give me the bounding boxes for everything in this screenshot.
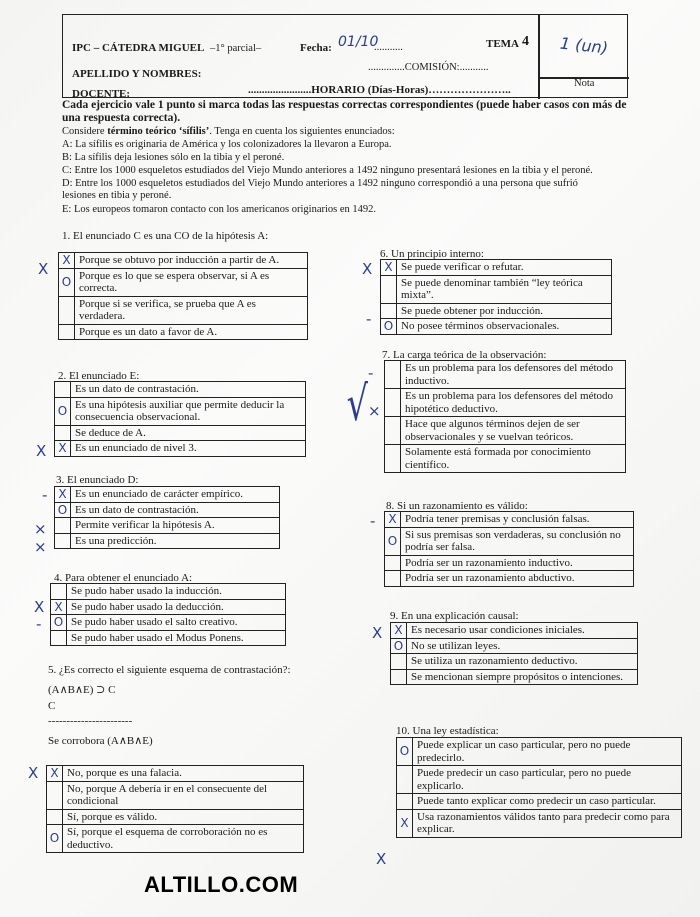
q9-check-1[interactable]: X <box>391 623 407 639</box>
q8-check-1[interactable]: X <box>385 512 401 528</box>
q10-option-2[interactable] <box>397 766 682 794</box>
q3-option-2[interactable] <box>55 502 280 518</box>
q9-option-1[interactable] <box>391 623 638 639</box>
q5-options <box>46 765 304 853</box>
q7-check-3[interactable] <box>385 417 401 445</box>
q2-title: 2. El enunciado E: <box>58 370 140 382</box>
q8-title: 8. Si un razonamiento es válido: <box>386 500 528 512</box>
q9-check-4[interactable] <box>391 669 407 685</box>
q10-title: 10. Una ley estadística: <box>396 725 499 737</box>
q1-text-4: Porque es un dato a favor de A. <box>75 324 308 340</box>
q7-option-1[interactable] <box>385 361 626 389</box>
q4-options <box>50 583 286 646</box>
q9-check-2[interactable]: O <box>391 638 407 654</box>
q9-title: 9. En una explicación causal: <box>390 610 519 622</box>
q8-text-2: Si sus premisas son verdaderas, su conclusión no podría ser falsa. <box>401 527 634 555</box>
q4-text-1: Se pudo haber usado la inducción. <box>67 584 286 600</box>
q10-options <box>396 737 682 838</box>
q2-option-2[interactable] <box>55 397 306 425</box>
q7-text-3: Hace que algunos términos dejen de ser observacionales y se vuelvan teóricos. <box>401 417 626 445</box>
q6-margin-x: X <box>362 260 373 278</box>
q3-option-3[interactable] <box>55 518 280 534</box>
q5-text-2: No, porque A debería ir en el consecuente del condicional <box>63 781 304 809</box>
q5-text-1: No, porque es una falacia. <box>63 766 304 782</box>
q5-check-1[interactable]: X <box>47 766 63 782</box>
q5-option-1[interactable] <box>47 766 304 782</box>
q6-option-4[interactable] <box>381 319 612 335</box>
statement-a: A: La sífilis es originaria de América y los colonizadores la llevaron a Europa. <box>62 139 392 150</box>
q3-option-4[interactable] <box>55 533 280 549</box>
q1-text-2: Porque es lo que se espera observar, si A es correcta. <box>75 268 308 296</box>
q4-text-4: Se pudo haber usado el Modus Ponens. <box>67 630 286 646</box>
q9-option-4[interactable] <box>391 669 638 685</box>
q6-check-1[interactable]: X <box>381 260 397 276</box>
q1-options <box>58 252 308 340</box>
q7-text-2: Es un problema para los defensores del método hipotético deductivo. <box>401 389 626 417</box>
q6-text-2: Se puede denominar también “ley teórica mixta”. <box>397 275 612 303</box>
q2-check-2[interactable]: O <box>55 397 71 425</box>
fecha-dots: ........... <box>374 42 403 53</box>
q1-option-1[interactable] <box>59 253 308 269</box>
q3-option-1[interactable] <box>55 487 280 503</box>
q4-text-3: Se pudo haber usado el salto creativo. <box>67 615 286 631</box>
q5-separator: ----------------------- <box>48 715 133 727</box>
exam-name: –1° parcial– <box>210 43 262 54</box>
tema-label: TEMA <box>486 38 519 50</box>
consider-suffix: . Tenga en cuenta los siguientes enunciados: <box>209 126 395 137</box>
q10-margin-x: X <box>376 850 387 868</box>
q5-text-4: Sí, porque el esquema de corroboración no es deductivo. <box>63 825 304 853</box>
q10-check-4[interactable]: X <box>397 809 413 837</box>
q5-conclusion: Se corrobora (A∧B∧E) <box>48 735 153 747</box>
q3-options <box>54 486 280 549</box>
q3-text-3: Permite verificar la hipótesis A. <box>71 518 280 534</box>
q7-check-1[interactable] <box>385 361 401 389</box>
nota-value: 1 (un) <box>559 33 609 58</box>
q10-check-2[interactable] <box>397 766 413 794</box>
statement-c: C: Entre los 1000 esqueletos estudiados del Viejo Mundo anteriores a 1492 ninguno presentará lesiones en la tibia y el peroné. <box>62 165 593 176</box>
q10-text-3: Puede tanto explicar como predecir un caso particular. <box>413 794 682 810</box>
q7-text-1: Es un problema para los defensores del método inductivo. <box>401 361 626 389</box>
q3-text-1: Es un enunciado de carácter empírico. <box>71 487 280 503</box>
q1-option-4[interactable] <box>59 324 308 340</box>
q10-option-1[interactable] <box>397 738 682 766</box>
q3-check-2[interactable]: O <box>55 502 71 518</box>
q1-title: 1. El enunciado C es una CO de la hipótesis A: <box>62 230 269 242</box>
q4-option-3[interactable] <box>51 615 286 631</box>
course-title: IPC – CÁTEDRA MIGUEL <box>72 42 205 54</box>
q4-option-2[interactable] <box>51 599 286 615</box>
q2-check-4[interactable]: X <box>55 441 71 457</box>
statement-d: D: Entre los 1000 esqueletos estudiados del Viejo Mundo anteriores a 1492 ninguno correspondió a una persona que sufrió <box>62 178 578 189</box>
statement-e: E: Los europeos tomaron contacto con los americanos originarios en 1492. <box>62 204 377 215</box>
q9-text-2: No se utilizan leyes. <box>407 638 638 654</box>
q6-option-2[interactable] <box>381 275 612 303</box>
nota-label: Nota <box>574 78 595 89</box>
q1-check-3[interactable] <box>59 296 75 324</box>
q7-check-2[interactable] <box>385 389 401 417</box>
watermark-logo: ALTILLO.COM <box>144 872 299 897</box>
q10-text-4: Usa razonamientos válidos tanto para predecir como para explicar. <box>413 809 682 837</box>
q4-check-1[interactable] <box>51 584 67 600</box>
q5-observation: C <box>48 700 56 712</box>
q9-text-1: Es necesario usar condiciones iniciales. <box>407 623 638 639</box>
q4-title: 4. Para obtener el enunciado A: <box>54 572 193 584</box>
q6-title: 6. Un principio interno: <box>380 248 484 260</box>
comision-label: ..............COMISIÓN:........... <box>368 62 489 73</box>
q2-option-4[interactable] <box>55 441 306 457</box>
q8-options <box>384 511 634 587</box>
q10-option-3[interactable] <box>397 794 682 810</box>
q4-text-2: Se pudo haber usado la deducción. <box>67 599 286 615</box>
q6-check-4[interactable]: O <box>381 319 397 335</box>
q7-option-4[interactable] <box>385 445 626 473</box>
horario-label: .......................HORARIO (Días-Horas)………………….. <box>248 84 511 96</box>
q3-check-4[interactable] <box>55 533 71 549</box>
q1-check-2[interactable]: O <box>59 268 75 296</box>
q5-option-2[interactable] <box>47 781 304 809</box>
q7-margin-dash: - <box>368 364 374 382</box>
q1-margin-x: X <box>38 260 49 278</box>
docente-label: DOCENTE: <box>72 88 131 100</box>
q7-margin-cross: × <box>368 402 381 420</box>
consider-line <box>62 126 652 139</box>
q6-text-4: No posee términos observacionales. <box>397 319 612 335</box>
q1-option-2[interactable] <box>59 268 308 296</box>
q9-check-3[interactable] <box>391 654 407 670</box>
q10-text-2: Puede predecir un caso particular, pero no puede explicarlo. <box>413 766 682 794</box>
consider-term: término teórico ‘sífilis’ <box>107 126 210 137</box>
q6-margin-dash: - <box>366 310 372 328</box>
fecha-label: Fecha: <box>300 42 332 54</box>
q7-title: 7. La carga teórica de la observación: <box>382 349 547 361</box>
q1-option-3[interactable] <box>59 296 308 324</box>
q2-options <box>54 381 306 457</box>
q1-check-4[interactable] <box>59 324 75 340</box>
q10-option-4[interactable] <box>397 809 682 837</box>
q6-option-1[interactable] <box>381 260 612 276</box>
statement-d-cont: lesiones en tibia y peroné. <box>62 190 172 201</box>
q6-option-3[interactable] <box>381 303 612 319</box>
q9-text-3: Se utiliza un razonamiento deductivo. <box>407 654 638 670</box>
q6-options <box>380 259 612 335</box>
q1-text-1: Porque se obtuvo por inducción a partir de A. <box>75 253 308 269</box>
q4-option-1[interactable] <box>51 584 286 600</box>
q7-options <box>384 360 626 473</box>
q5-check-3[interactable] <box>47 809 63 825</box>
instructions: Cada ejercicio vale 1 punto si marca todas las respuestas correctas correspondientes (puede haber casos con más de una respuesta correcta). <box>62 99 627 124</box>
q6-text-3: Se puede obtener por inducción. <box>397 303 612 319</box>
q5-check-4[interactable]: O <box>47 825 63 853</box>
q7-check-4[interactable] <box>385 445 401 473</box>
q5-text-3: Sí, porque es válido. <box>63 809 304 825</box>
q4-margin-dash: - <box>36 615 42 633</box>
q5-option-3[interactable] <box>47 809 304 825</box>
q8-option-3[interactable] <box>385 555 634 571</box>
q1-text-3: Porque si se verifica, se prueba que A es verdadera. <box>75 296 308 324</box>
q7-option-2[interactable] <box>385 389 626 417</box>
tema-value: 4 <box>522 34 529 49</box>
q3-title: 3. El enunciado D: <box>56 474 139 486</box>
q10-check-1[interactable]: O <box>397 738 413 766</box>
q4-check-3[interactable]: O <box>51 615 67 631</box>
q3-text-2: Es un dato de contrastación. <box>71 502 280 518</box>
q4-check-2[interactable]: X <box>51 599 67 615</box>
fecha-value: 01/10 <box>338 34 379 50</box>
statement-b: B: La sífilis deja lesiones sólo en la tibia y el peroné. <box>62 152 285 163</box>
q2-text-1: Es un dato de contrastación. <box>71 382 306 398</box>
q8-margin-dash: - <box>370 512 376 530</box>
q3-text-4: Es una predicción. <box>71 533 280 549</box>
q10-check-3[interactable] <box>397 794 413 810</box>
q8-option-4[interactable] <box>385 571 634 587</box>
q8-text-3: Podría ser un razonamiento inductivo. <box>401 555 634 571</box>
q5-title: 5. ¿Es correcto el siguiente esquema de contrastación?: <box>48 664 291 676</box>
q2-option-1[interactable] <box>55 382 306 398</box>
q9-options <box>390 622 638 685</box>
q8-text-1: Podría tener premisas y conclusión falsas. <box>401 512 634 528</box>
q6-text-1: Se puede verificar o refutar. <box>397 260 612 276</box>
q5-option-4[interactable] <box>47 825 304 853</box>
q3-check-1[interactable]: X <box>55 487 71 503</box>
q8-check-2[interactable]: O <box>385 527 401 555</box>
q7-text-4: Solamente está formada por conocimiento científico. <box>401 445 626 473</box>
q6-check-3[interactable] <box>381 303 397 319</box>
q3-margin-cross-2: × <box>34 538 47 556</box>
q7-margin-check: √ <box>346 376 369 432</box>
q8-check-3[interactable] <box>385 555 401 571</box>
q2-option-3[interactable] <box>55 425 306 441</box>
q2-check-3[interactable] <box>55 425 71 441</box>
q9-option-2[interactable] <box>391 638 638 654</box>
q5-check-2[interactable] <box>47 781 63 809</box>
q9-margin-x: X <box>372 624 383 642</box>
apellido-label: APELLIDO Y NOMBRES: <box>72 68 202 80</box>
q4-check-4[interactable] <box>51 630 67 646</box>
q4-option-4[interactable] <box>51 630 286 646</box>
q10-text-1: Puede explicar un caso particular, pero no puede predecirlo. <box>413 738 682 766</box>
header-divider <box>538 15 540 99</box>
q8-text-4: Podría ser un razonamiento abductivo. <box>401 571 634 587</box>
q7-option-3[interactable] <box>385 417 626 445</box>
q9-text-4: Se mencionan siempre propósitos o intenciones. <box>407 669 638 685</box>
q2-check-1[interactable] <box>55 382 71 398</box>
q3-margin-dash: - <box>42 486 48 504</box>
q2-text-4: Es un enunciado de nivel 3. <box>71 441 306 457</box>
q8-option-2[interactable] <box>385 527 634 555</box>
q4-margin-x: X <box>34 598 45 616</box>
q2-margin-x: X <box>36 442 47 460</box>
consider-prefix: Considere <box>62 126 108 137</box>
q2-text-2: Es una hipótesis auxiliar que permite deducir la consecuencia observacional. <box>71 397 306 425</box>
q1-check-1[interactable]: X <box>59 253 75 269</box>
q5-premise: (A∧B∧E) ⊃ C <box>48 684 116 696</box>
q6-check-2[interactable] <box>381 275 397 303</box>
q5-margin-x: X <box>28 764 39 782</box>
q3-check-3[interactable] <box>55 518 71 534</box>
q8-check-4[interactable] <box>385 571 401 587</box>
q2-text-3: Se deduce de A. <box>71 425 306 441</box>
q3-margin-cross-1: × <box>34 520 47 538</box>
q8-option-1[interactable] <box>385 512 634 528</box>
q9-option-3[interactable] <box>391 654 638 670</box>
